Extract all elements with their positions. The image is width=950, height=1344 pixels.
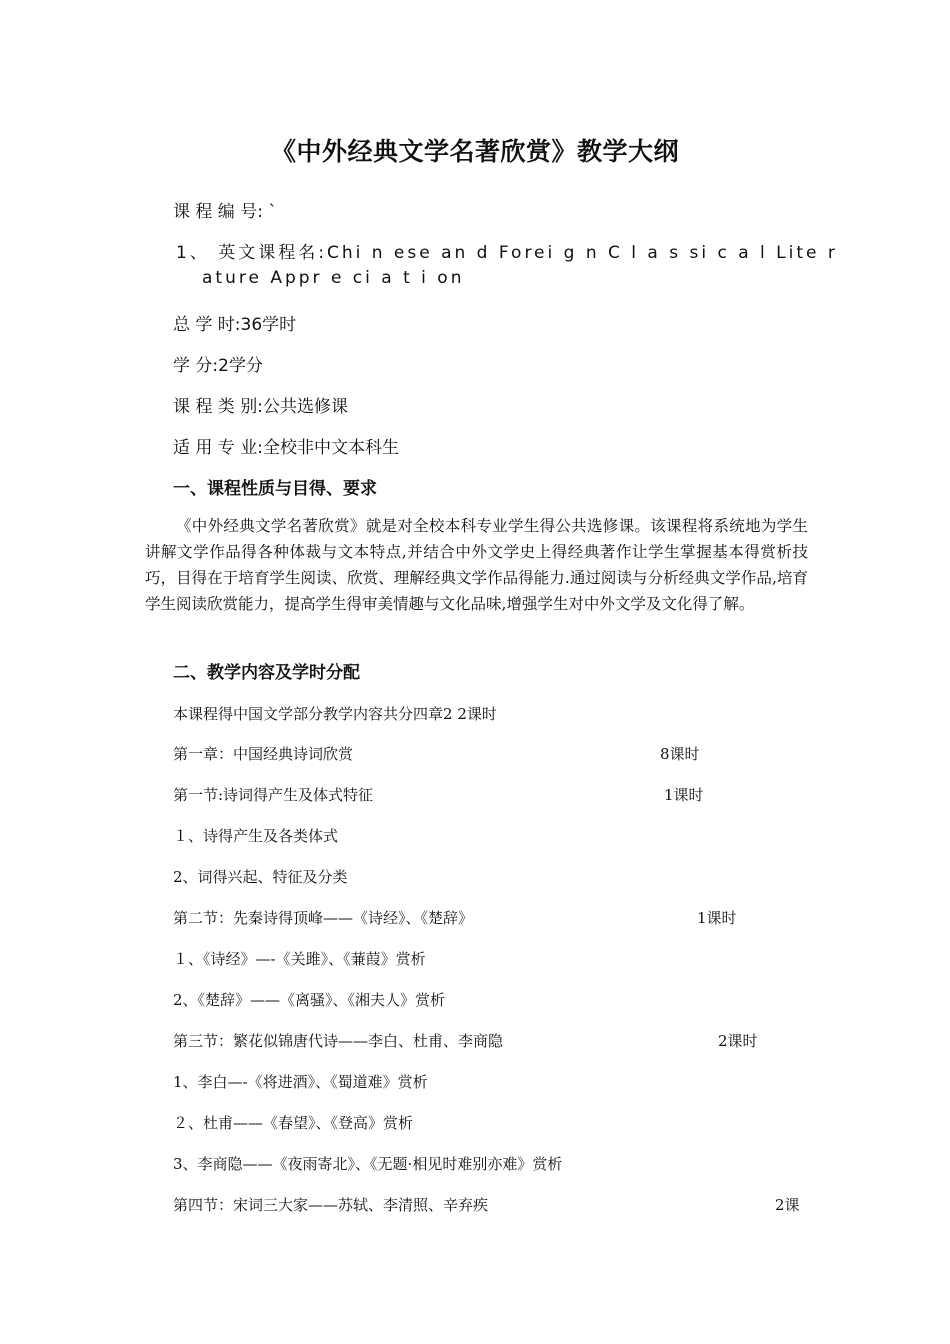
content-item: 第四节：宋词三大家——苏轼、李清照、辛弃疾 [173, 1196, 489, 1214]
section1-paragraph: 《中外经典文学名著欣赏》就是对全校本科专业学生得公共选修课。该课程将系统地为学生讲解文学作品得各种体裁与文本特点,并结合中外文学史上得经典著作让学生掌握基本得赏析技巧，目得在于培育学生阅读、欣赏、理解经典文学作品得能力.通过阅读与分析经典文学作品,培育学生阅读欣赏能力，提高学生得审美情趣与文化品味,增强学生对中外文学及文化得了解。 [145, 517, 808, 613]
content-item: １、诗得产生及各类体式 [173, 827, 339, 845]
content-item: １、《诗经》—-《关雎》、《蒹葭》赏析 [173, 950, 426, 968]
major-field: 适 用 专 业:全校非中文本科生 [173, 438, 399, 458]
hours-label: 1课时 [697, 909, 737, 927]
content-item: 3、李商隐——《夜雨寄北》、《无题·相见时难别亦难》赏析 [173, 1155, 563, 1173]
credits-field: 学 分:2学分 [173, 356, 263, 376]
section1-heading: 一、课程性质与目得、要求 [173, 479, 377, 499]
content-item: 第三节：繁花似锦唐代诗——李白、杜甫、李商隐 [173, 1032, 504, 1050]
content-item: 1、李白—-《将进酒》、《蜀道难》赏析 [173, 1073, 428, 1091]
document-title: 《中外经典文学名著欣赏》教学大纲 [270, 137, 679, 166]
hours-label: 1课时 [664, 786, 704, 804]
section2-intro: 本课程得中国文学部分教学内容共分四章2 2课时 [173, 705, 497, 723]
content-item: 2、《楚辞》——《离骚》、《湘夫人》赏析 [173, 991, 446, 1009]
hours-label: 2课 [775, 1196, 800, 1214]
content-item: 第一节:诗词得产生及体式特征 [173, 786, 374, 804]
content-item: 第一章：中国经典诗词欣赏 [173, 745, 354, 763]
content-item: 2、词得兴起、特征及分类 [173, 868, 348, 886]
hours-label: 2课时 [718, 1032, 758, 1050]
content-item: 第二节：先秦诗得顶峰——《诗经》、《楚辞》 [173, 909, 474, 927]
content-item: ２、杜甫——《春望》、《登高》赏析 [173, 1114, 414, 1132]
category-field: 课 程 类 别:公共选修课 [173, 397, 348, 417]
hours-label: 8课时 [660, 745, 700, 763]
course-number-field: 课 程 编 号: ` [173, 202, 277, 222]
section2-heading: 二、教学内容及学时分配 [173, 663, 360, 683]
english-name-line1: 1、 英文课程名:Chi n ese an d Forei g n C l a s si c a l Lite r [176, 243, 838, 263]
total-hours-field: 总 学 时:36学时 [173, 315, 297, 335]
english-name-line2: ature Appr e ci a t i on [202, 268, 465, 288]
